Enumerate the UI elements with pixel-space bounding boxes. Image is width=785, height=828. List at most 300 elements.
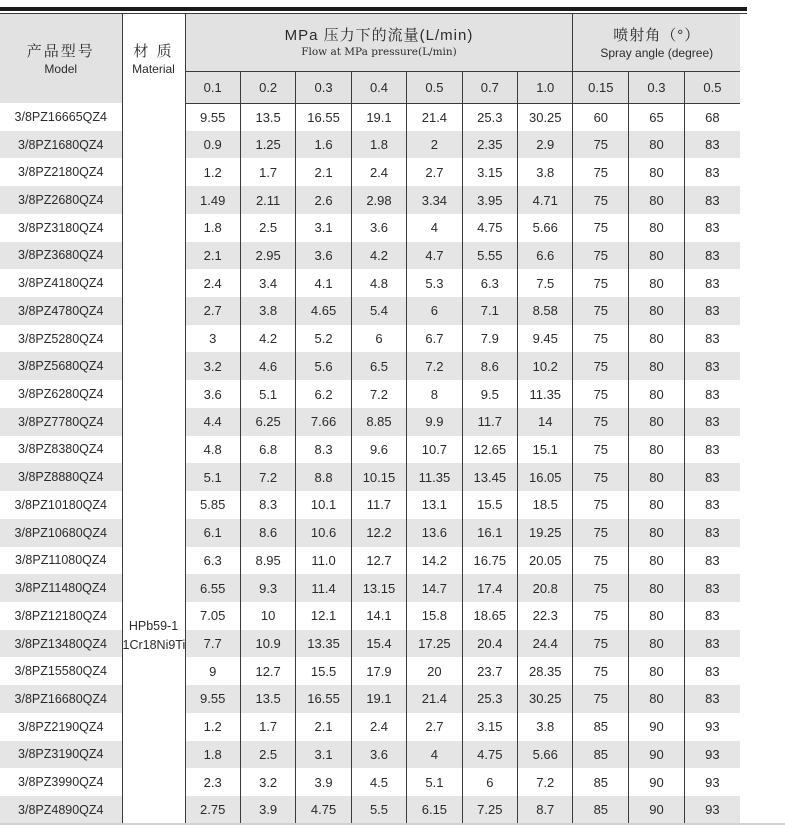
table-row [0,657,740,685]
flow-cell: 7.5 [518,269,573,297]
spray-cell: 80 [629,214,685,242]
flow-cell: 6.5 [351,352,406,380]
flow-cell: 11.35 [518,380,573,408]
model-cell: 3/8PZ15580QZ4 [14,664,107,679]
flow-header-en: Flow at MPa pressure(L/min) [301,45,457,58]
spray-cell: 83 [684,685,740,713]
model-cell: 3/8PZ13480QZ4 [0,630,122,658]
spray-cell: 83 [684,630,740,658]
table-row [0,352,740,380]
spray-cell: 80 [629,463,685,491]
spray-cell: 80 [629,186,685,214]
table-row [0,214,740,242]
table-row [0,463,740,491]
spray-cell: 80 [629,242,685,270]
flow-cell: 2.98 [351,186,406,214]
spray-cell: 83 [684,547,740,575]
table-row [0,436,740,464]
spray-cell: 65 [629,103,685,131]
spray-cell: 83 [684,463,740,491]
flow-cell: 3.34 [407,186,462,214]
flow-cell: 14 [518,408,573,436]
flow-cell: 2.1 [185,242,240,270]
spray-cell: 90 [629,741,685,769]
flow-cell: 3.8 [518,158,573,186]
model-cell: 3/8PZ11480QZ4 [0,574,122,602]
flow-cell: 18.65 [462,602,517,630]
flow-cell: 4.2 [240,325,295,353]
flow-cell: 6.15 [407,796,462,824]
flow-pressure-header: 0.1 [185,71,240,103]
table-row [0,630,740,658]
model-header-en: Model [44,61,78,76]
model-cell: 3/8PZ5680QZ4 [0,352,122,380]
model-cell: 3/8PZ4180QZ4 [18,276,104,291]
flow-cell: 25.3 [462,103,517,131]
spray-cell: 83 [684,491,740,519]
flow-cell: 2.75 [185,796,240,824]
flow-cell: 3.95 [462,186,517,214]
table-row [0,380,740,408]
spray-cell: 75 [573,158,629,186]
flow-cell: 1.7 [240,713,295,741]
table-row [0,574,740,602]
flow-cell: 2.1 [296,158,351,186]
spray-cell: 80 [629,297,685,325]
spray-cell: 85 [573,741,629,769]
model-cell: 3/8PZ2180QZ4 [18,165,104,180]
flow-cell: 7.1 [462,297,517,325]
flow-cell: 21.4 [407,103,462,131]
flow-cell: 30.25 [518,103,573,131]
spray-cell: 93 [684,713,740,741]
flow-cell: 7.2 [518,768,573,796]
flow-cell: 13.15 [351,574,406,602]
flow-cell: 2.5 [240,741,295,769]
table-row [0,297,740,325]
spray-cell: 93 [684,768,740,796]
flow-cell: 5.2 [296,325,351,353]
spray-cell: 80 [629,158,685,186]
table-row [0,713,740,741]
flow-cell: 5.1 [185,463,240,491]
flow-cell: 2.1 [296,713,351,741]
spray-cell: 75 [573,547,629,575]
material-value-line: 1Cr18Ni9Ti [122,638,185,653]
model-cell: 3/8PZ3180QZ4 [18,220,104,235]
spray-cell: 83 [684,519,740,547]
flow-cell: 15.1 [518,436,573,464]
flow-cell: 6.3 [462,269,517,297]
table-row [0,547,740,575]
flow-pressure-header: 1.0 [518,71,573,103]
table-row [0,103,740,131]
flow-pressure-header: 0.3 [296,71,351,103]
model-cell: 3/8PZ7780QZ4 [0,408,122,436]
spray-cell: 80 [629,436,685,464]
model-cell: 3/8PZ1680QZ4 [0,131,122,159]
flow-cell: 7.2 [351,380,406,408]
spray-cell: 83 [684,297,740,325]
flow-cell: 16.55 [296,685,351,713]
flow-cell: 6.55 [185,574,240,602]
flow-cell: 1.2 [185,713,240,741]
flow-cell: 2.7 [407,158,462,186]
model-cell: 3/8PZ2190QZ4 [18,719,104,734]
flow-cell: 20 [407,657,462,685]
table-row [0,796,740,824]
flow-pressure-header: 0.4 [351,71,406,103]
flow-cell: 12.7 [240,657,295,685]
flow-cell: 14.2 [407,547,462,575]
flow-cell: 17.9 [351,657,406,685]
flow-cell: 7.7 [185,630,240,658]
flow-cell: 5.85 [185,491,240,519]
spray-cell: 60 [573,103,629,131]
flow-cell: 19.1 [351,103,406,131]
spray-cell: 93 [684,796,740,824]
spray-cell: 85 [573,796,629,824]
flow-cell: 4.75 [296,796,351,824]
flow-group-header [185,14,573,71]
spray-cell: 80 [629,519,685,547]
spray-cell: 75 [573,574,629,602]
spray-cell: 75 [573,519,629,547]
spray-cell: 80 [629,657,685,685]
flow-cell: 12.65 [462,436,517,464]
header-row-groups [0,14,740,71]
spray-group-header [573,14,740,71]
flow-cell: 18.5 [518,491,573,519]
spray-cell: 83 [684,269,740,297]
spray-cell: 75 [573,352,629,380]
flow-cell: 7.2 [407,352,462,380]
spray-cell: 80 [629,685,685,713]
model-cell: 3/8PZ16665QZ4 [14,109,107,124]
spray-cell: 83 [684,352,740,380]
model-cell: 3/8PZ16680QZ4 [0,685,122,713]
flow-cell: 21.4 [407,685,462,713]
material-header-en: Material [132,61,175,76]
flow-cell: 7.9 [462,325,517,353]
spray-cell: 83 [684,131,740,159]
spray-cell: 75 [573,186,629,214]
flow-cell: 3.15 [462,158,517,186]
spray-cell: 75 [573,463,629,491]
flow-cell: 13.5 [240,685,295,713]
flow-cell: 4.71 [518,186,573,214]
flow-cell: 25.3 [462,685,517,713]
material-value [123,617,185,656]
flow-cell: 19.1 [351,685,406,713]
spray-cell: 83 [684,657,740,685]
flow-cell: 8.85 [351,408,406,436]
flow-cell: 11.0 [296,547,351,575]
flow-cell: 3.8 [518,713,573,741]
flow-cell: 7.2 [240,463,295,491]
flow-cell: 8.8 [296,463,351,491]
flow-cell: 4 [407,214,462,242]
flow-cell: 20.05 [518,547,573,575]
flow-cell: 5.66 [518,741,573,769]
spray-header-en: Spray angle (degree) [600,45,714,60]
flow-cell: 6 [351,325,406,353]
flow-cell: 15.8 [407,602,462,630]
flow-cell: 10.15 [351,463,406,491]
flow-cell: 2.7 [407,713,462,741]
flow-cell: 7.25 [462,796,517,824]
flow-cell: 3.15 [462,713,517,741]
flow-cell: 10.9 [240,630,295,658]
flow-cell: 1.7 [240,158,295,186]
flow-cell: 17.25 [407,630,462,658]
flow-cell: 3.2 [185,352,240,380]
flow-cell: 5.4 [351,297,406,325]
table-row [0,408,740,436]
spray-cell: 80 [629,491,685,519]
flow-cell: 6.25 [240,408,295,436]
spray-cell: 75 [573,297,629,325]
flow-cell: 9 [185,657,240,685]
nozzle-spec-table [0,14,740,824]
flow-cell: 9.55 [185,685,240,713]
flow-cell: 3.8 [240,297,295,325]
flow-cell: 9.5 [462,380,517,408]
flow-cell: 13.6 [407,519,462,547]
flow-cell: 2.11 [240,186,295,214]
flow-cell: 4.65 [296,297,351,325]
table-row [0,491,740,519]
flow-cell: 11.4 [296,574,351,602]
flow-cell: 14.7 [407,574,462,602]
spray-cell: 80 [629,131,685,159]
flow-cell: 4.4 [185,408,240,436]
flow-cell: 17.4 [462,574,517,602]
flow-cell: 5.66 [518,214,573,242]
table-row [0,741,740,769]
spray-cell: 75 [573,630,629,658]
flow-cell: 1.6 [296,131,351,159]
spray-cell: 75 [573,657,629,685]
spray-cell: 80 [629,408,685,436]
flow-cell: 4.2 [351,242,406,270]
model-cell: 3/8PZ3990QZ4 [18,775,104,790]
flow-pressure-header: 0.7 [462,71,517,103]
flow-pressure-header: 0.5 [407,71,462,103]
flow-cell: 3.9 [296,768,351,796]
spray-cell: 75 [573,380,629,408]
flow-cell: 12.1 [296,602,351,630]
flow-cell: 2.3 [185,768,240,796]
flow-cell: 1.8 [185,214,240,242]
model-cell: 3/8PZ10680QZ4 [0,519,122,547]
flow-cell: 5.1 [407,768,462,796]
model-cell: 3/8PZ2680QZ4 [0,186,122,214]
spray-cell: 75 [573,602,629,630]
flow-cell: 3.6 [185,380,240,408]
spray-cell: 83 [684,574,740,602]
flow-cell: 3.1 [296,741,351,769]
flow-cell: 6.7 [407,325,462,353]
flow-cell: 5.1 [240,380,295,408]
model-cell: 3/8PZ8380QZ4 [18,442,104,457]
table-row [0,519,740,547]
spray-cell: 90 [629,713,685,741]
flow-cell: 16.05 [518,463,573,491]
flow-cell: 19.25 [518,519,573,547]
spray-cell: 83 [684,380,740,408]
flow-cell: 9.6 [351,436,406,464]
table-row [0,131,740,159]
flow-cell: 2.5 [240,214,295,242]
flow-cell: 20.8 [518,574,573,602]
flow-cell: 4.5 [351,768,406,796]
spray-cell: 75 [573,269,629,297]
flow-cell: 24.4 [518,630,573,658]
flow-cell: 4.1 [296,269,351,297]
spray-pressure-header: 0.3 [629,71,685,103]
spray-cell: 83 [684,214,740,242]
table-row [0,325,740,353]
spray-cell: 80 [629,269,685,297]
table-row [0,602,740,630]
flow-cell: 13.5 [240,103,295,131]
flow-cell: 6.3 [185,547,240,575]
flow-cell: 8.3 [296,436,351,464]
table-row [0,242,740,270]
flow-cell: 8.95 [240,547,295,575]
spray-cell: 75 [573,214,629,242]
flow-cell: 8.3 [240,491,295,519]
spray-cell: 75 [573,325,629,353]
flow-cell: 4.8 [351,269,406,297]
flow-cell: 1.8 [185,741,240,769]
flow-cell: 14.1 [351,602,406,630]
flow-cell: 2.4 [351,158,406,186]
spray-cell: 83 [684,436,740,464]
flow-cell: 2.4 [185,269,240,297]
spray-cell: 80 [629,602,685,630]
spray-cell: 80 [629,630,685,658]
flow-cell: 5.55 [462,242,517,270]
spray-cell: 75 [573,436,629,464]
flow-cell: 2.95 [240,242,295,270]
spray-cell: 83 [684,242,740,270]
spray-cell: 83 [684,158,740,186]
flow-cell: 7.66 [296,408,351,436]
flow-cell: 11.35 [407,463,462,491]
flow-cell: 16.55 [296,103,351,131]
flow-cell: 15.4 [351,630,406,658]
spray-cell: 75 [573,408,629,436]
spray-cell: 75 [573,685,629,713]
flow-cell: 1.49 [185,186,240,214]
spray-pressure-header: 0.5 [684,71,740,103]
spray-cell: 83 [684,602,740,630]
table-row [0,158,740,186]
flow-cell: 3 [185,325,240,353]
flow-cell: 6.2 [296,380,351,408]
top-rule-heavy [0,7,747,11]
spray-cell: 83 [684,325,740,353]
model-cell: 3/8PZ12180QZ4 [14,608,107,623]
model-cell: 3/8PZ11080QZ4 [15,553,107,568]
flow-cell: 28.35 [518,657,573,685]
spray-cell: 68 [684,103,740,131]
flow-cell: 3.4 [240,269,295,297]
flow-cell: 8.6 [240,519,295,547]
model-cell: 3/8PZ3190QZ4 [0,741,122,769]
flow-cell: 12.7 [351,547,406,575]
flow-cell: 10.7 [407,436,462,464]
flow-cell: 1.25 [240,131,295,159]
spray-cell: 85 [573,768,629,796]
flow-cell: 6 [462,768,517,796]
flow-cell: 8 [407,380,462,408]
flow-header-cn: MPa 压力下的流量(L/min) [284,26,474,44]
flow-cell: 15.5 [462,491,517,519]
table-row [0,685,740,713]
flow-cell: 3.1 [296,214,351,242]
flow-cell: 13.1 [407,491,462,519]
flow-cell: 9.55 [185,103,240,131]
flow-cell: 13.45 [462,463,517,491]
model-cell: 3/8PZ8880QZ4 [0,463,122,491]
flow-cell: 15.5 [296,657,351,685]
flow-cell: 10.1 [296,491,351,519]
spray-cell: 85 [573,713,629,741]
flow-cell: 11.7 [351,491,406,519]
flow-cell: 20.4 [462,630,517,658]
flow-cell: 9.3 [240,574,295,602]
spray-cell: 80 [629,380,685,408]
flow-cell: 2.35 [462,131,517,159]
flow-cell: 6.8 [240,436,295,464]
material-cell [122,103,185,824]
flow-cell: 23.7 [462,657,517,685]
flow-cell: 2.7 [185,297,240,325]
flow-cell: 6.6 [518,242,573,270]
flow-cell: 16.1 [462,519,517,547]
spray-cell: 90 [629,796,685,824]
flow-cell: 5.3 [407,269,462,297]
spray-cell: 83 [684,186,740,214]
flow-cell: 10 [240,602,295,630]
flow-cell: 4.6 [240,352,295,380]
spray-cell: 80 [629,574,685,602]
table-row [0,768,740,796]
flow-cell: 7.05 [185,602,240,630]
model-column-header [0,14,122,103]
spray-cell: 80 [629,547,685,575]
spray-header-cn: 喷射角（°） [613,26,701,44]
spray-cell: 75 [573,242,629,270]
spray-cell: 93 [684,741,740,769]
flow-cell: 3.6 [351,214,406,242]
model-cell: 3/8PZ4780QZ4 [0,297,122,325]
flow-cell: 8.6 [462,352,517,380]
flow-cell: 30.25 [518,685,573,713]
flow-cell: 1.2 [185,158,240,186]
flow-cell: 9.45 [518,325,573,353]
flow-cell: 11.7 [462,408,517,436]
flow-cell: 2 [407,131,462,159]
flow-cell: 9.9 [407,408,462,436]
flow-cell: 22.3 [518,602,573,630]
flow-cell: 4.75 [462,741,517,769]
flow-cell: 16.75 [462,547,517,575]
material-value-line: HPb59-1 [128,619,179,633]
